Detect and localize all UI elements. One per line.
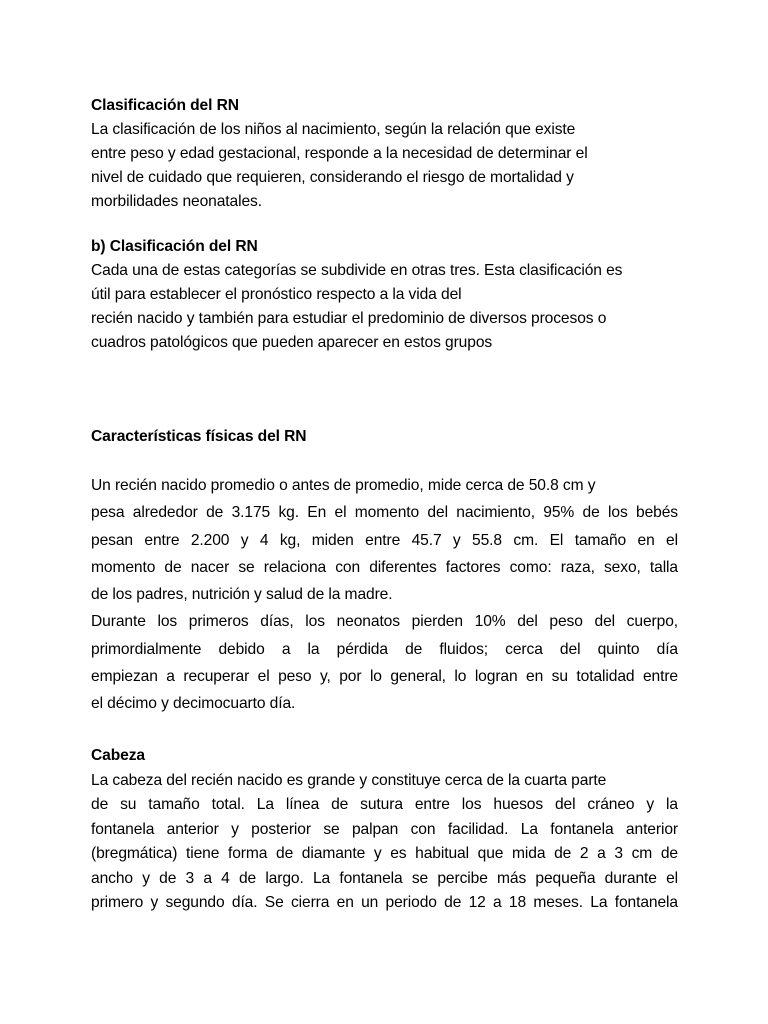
paragraph-line: momento de nacer se relaciona con diferentes factores como: raza, sexo, talla [91, 558, 678, 576]
paragraph-line: La clasificación de los niños al nacimiento, según la relación que existe [91, 121, 576, 138]
paragraph-line: cuadros patológicos que pueden aparecer en estos grupos [91, 334, 493, 351]
section-heading: b) Clasificación del RN [91, 238, 258, 255]
paragraph-line: (bregmática) tiene forma de diamante y es habitual que mida de 2 a 3 cm de [91, 845, 678, 862]
paragraph-line: el décimo y decimocuarto día. [91, 695, 296, 713]
section-heading: Cabeza [91, 747, 146, 764]
paragraph-line: primero y segundo día. Se cierra en un periodo de 12 a 18 meses. La fontanela [91, 894, 678, 911]
section-clasificacion [91, 94, 691, 214]
paragraph-line: La cabeza del recién nacido es grande y constituye cerca de la cuarta parte [91, 771, 607, 789]
paragraph-line: útil para establecer el pronóstico respecto a la vida del [91, 286, 462, 303]
paragraph-line: Un recién nacido promedio o antes de promedio, mide cerca de 50.8 cm y [91, 477, 596, 494]
section-caracteristicas-body [91, 472, 691, 718]
section-heading: Clasificación del RN [91, 97, 239, 114]
paragraph-line: nivel de cuidado que requieren, considerando el riesgo de mortalidad y [91, 169, 574, 186]
paragraph-line: Cada una de estas categorías se subdivide en otras tres. Esta clasificación es [91, 262, 623, 279]
paragraph-line: pesan entre 2.200 y 4 kg, miden entre 45.7 y 55.8 cm. El tamaño en el [91, 531, 678, 549]
paragraph-line: entre peso y edad gestacional, responde a la necesidad de determinar el [91, 145, 588, 162]
paragraph-line: empiezan a recuperar el peso y, por lo general, lo logran en su totalidad entre [91, 668, 678, 686]
section-b-clasificacion [91, 235, 691, 355]
section-caracteristicas-heading-wrap [91, 425, 691, 449]
paragraph-line: pesa alrededor de 3.175 kg. En el momento del nacimiento, 95% de los bebés [91, 504, 678, 522]
section-cabeza [91, 744, 691, 916]
paragraph-line: de los padres, nutrición y salud de la madre. [91, 586, 393, 604]
paragraph-line: fontanela anterior y posterior se palpan con facilidad. La fontanela anterior [91, 820, 678, 838]
paragraph-line: ancho y de 3 a 4 de largo. La fontanela se percibe más pequeña durante el [91, 869, 678, 887]
paragraph-line: Durante los primeros días, los neonatos pierden 10% del peso del cuerpo, [91, 613, 678, 631]
paragraph-line: morbilidades neonatales. [91, 193, 262, 210]
paragraph-line: recién nacido y también para estudiar el predominio de diversos procesos o [91, 310, 607, 327]
paragraph-line: de su tamaño total. La línea de sutura entre los huesos del cráneo y la [91, 796, 678, 813]
section-heading: Características físicas del RN [91, 428, 307, 445]
paragraph-line: primordialmente debido a la pérdida de fluidos; cerca del quinto día [91, 640, 678, 658]
